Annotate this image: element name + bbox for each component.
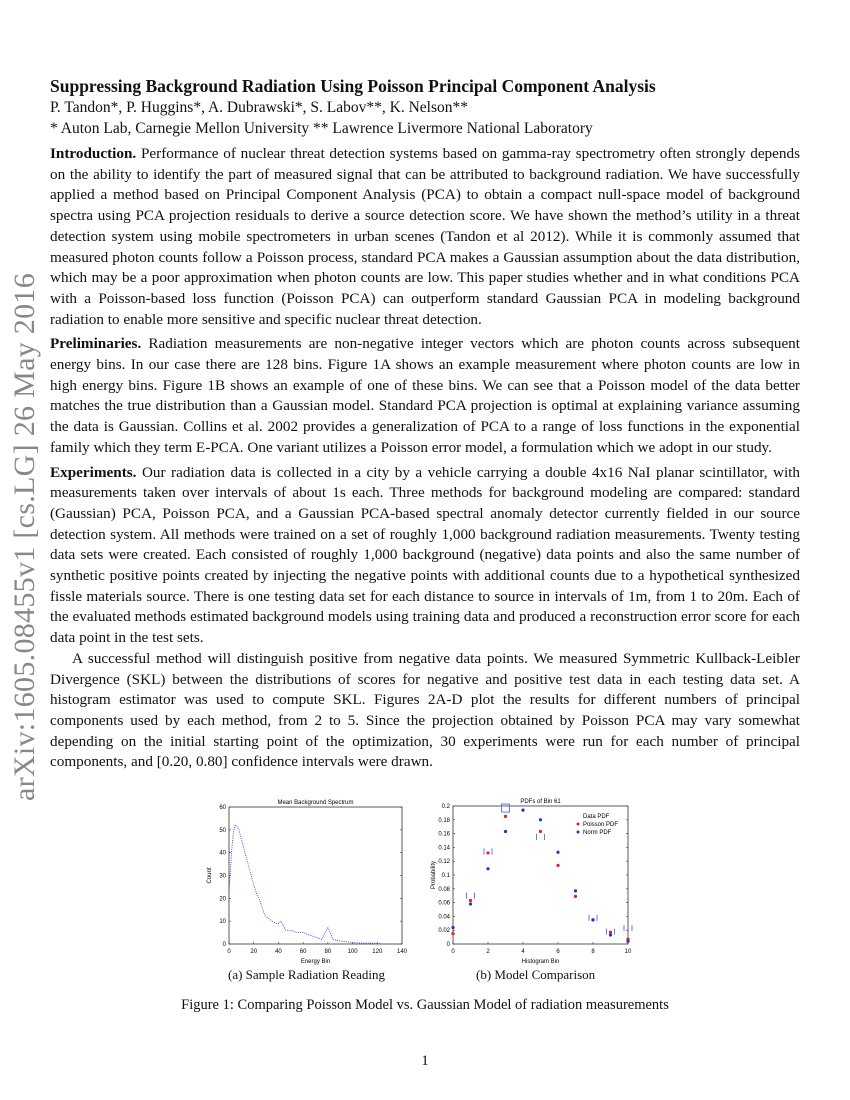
legend-marker xyxy=(577,815,580,818)
norm-pdf-point xyxy=(574,889,577,892)
y-tick-label: 0.06 xyxy=(438,900,450,907)
norm-pdf-point xyxy=(469,902,472,905)
legend-marker xyxy=(577,823,580,826)
x-tick-label: 2 xyxy=(486,949,490,955)
poisson-pdf-point xyxy=(574,895,577,898)
page-number: 1 xyxy=(421,1053,429,1069)
subcaption-b: (b) Model Comparison xyxy=(476,967,596,982)
plot-frame xyxy=(229,807,402,944)
y-tick-label: 0.14 xyxy=(438,845,450,852)
legend-entry: Norm PDF xyxy=(583,830,612,836)
x-tick-label: 60 xyxy=(299,949,307,955)
y-tick-label: 20 xyxy=(219,896,226,903)
poisson-pdf-point xyxy=(609,931,612,934)
y-tick-label: 40 xyxy=(219,850,226,857)
y-tick-label: 0.1 xyxy=(441,873,450,879)
x-tick-label: 100 xyxy=(347,949,358,955)
y-tick-label: 0.02 xyxy=(438,928,450,935)
y-tick-label: 0.18 xyxy=(438,817,450,824)
spectrum-line xyxy=(229,825,382,944)
x-tick-label: 20 xyxy=(250,949,258,955)
y-tick-label: 0 xyxy=(222,942,226,948)
x-tick-label: 120 xyxy=(372,949,383,955)
section-heading: Preliminaries. xyxy=(50,335,142,353)
legend-entry: Poisson PDF xyxy=(583,822,619,828)
poisson-pdf-point xyxy=(539,830,542,833)
section-experiments xyxy=(50,463,800,649)
x-tick-label: 0 xyxy=(451,949,455,955)
norm-pdf-point xyxy=(451,926,454,929)
norm-pdf-point xyxy=(521,809,524,812)
section-text: Radiation measurements are non-negative integer vectors which are photon counts across subsequent energy bins. In our case there are 128 bins. Figure 1A shows an example measurement where photon counts are low in high energy bins. Figure 1B shows an example of one of these bins. We can see that a Poisson model of the data better matches the true distribution than a Gaussian model. Standard PCA projection is optimal at explaining variance assuming the data is Gaussian. Collins et al. 2002 provides a generalization of PCA to a range of loss functions in the exponential family which they term E-PCA. One variant utilizes a Poisson error model, a formulation which we adopt in our study. xyxy=(50,335,800,456)
x-tick-label: 8 xyxy=(591,949,595,955)
y-tick-label: 0 xyxy=(446,942,450,948)
norm-pdf-point xyxy=(609,933,612,936)
chart-title: PDFs of Bin 61 xyxy=(520,799,561,805)
figure-1 xyxy=(0,790,850,970)
data-pdf-marker xyxy=(502,804,510,812)
norm-pdf-point xyxy=(626,940,629,943)
chart-title: Mean Background Spectrum xyxy=(277,800,354,806)
figure-caption: Figure 1: Comparing Poisson Model vs. Gaussian Model of radiation measurements xyxy=(181,997,669,1013)
section-preliminaries xyxy=(50,334,800,458)
legend-marker xyxy=(577,831,580,834)
section-heading: Experiments. xyxy=(50,463,137,481)
x-tick-label: 10 xyxy=(624,949,632,955)
paper-body xyxy=(50,76,800,773)
arxiv-identifier: arXiv:1605.08455v1 [cs.LG] 26 May 2016 xyxy=(8,273,41,801)
y-tick-label: 10 xyxy=(219,919,226,926)
legend-entry: Data PDF xyxy=(583,814,610,820)
section-heading: Introduction. xyxy=(50,145,137,162)
x-axis-label: Histogram Bin xyxy=(521,959,560,965)
poisson-pdf-point xyxy=(469,899,472,902)
y-tick-label: 0.04 xyxy=(438,914,450,921)
x-tick-label: 4 xyxy=(521,949,525,955)
norm-pdf-point xyxy=(556,851,559,854)
x-tick-label: 80 xyxy=(324,949,332,955)
authors: P. Tandon*, P. Huggins*, A. Dubrawski*, S. Labov**, K. Nelson** xyxy=(50,99,469,116)
x-tick-label: 6 xyxy=(556,949,560,955)
x-axis-label: Energy Bin xyxy=(300,959,331,965)
y-tick-label: 0.2 xyxy=(441,804,450,810)
y-tick-label: 60 xyxy=(219,805,226,811)
norm-pdf-point xyxy=(486,867,489,870)
section-text: Our radiation data is collected in a city by a vehicle carrying a double 4x16 NaI planar scintillator, with measurements taken over intervals of about 1s each. Three methods for background modeling are compared: standard (Gaussian) PCA, Poisson PCA, and a Gaussian PCA-based spectral anomaly detector currently fielded in our source detection system. All methods were trained on a set of roughly 1,000 background radiation measurements. Twenty testing data sets were created. Each consisted of roughly 1,000 background (negative) data points and also the same number of synthetic positive points created by injecting the negative points with additional counts due to a hypothetical synthesized fissle materials source. There is one testing data set for each distance to source in intervals of 1m, from 1 to 20m. Each of the evaluated methods estimated background models using training data and produced a reconstruction error score for each data point in the test sets. xyxy=(50,463,800,647)
poisson-pdf-point xyxy=(556,864,559,867)
paper-title: Suppressing Background Radiation Using Poisson Principal Component Analysis xyxy=(50,76,656,96)
norm-pdf-point xyxy=(591,918,594,921)
norm-pdf-point xyxy=(504,830,507,833)
affiliations: * Auton Lab, Carnegie Mellon University ** Lawrence Livermore National Laboratory xyxy=(50,120,593,137)
section-text: A successful method will distinguish positive from negative data points. We measured Symmetric Kullback-Leibler Divergence (SKL) between the distributions of scores for negative and positive test data in each testing data set. A histogram estimator was used to compute SKL. Figures 2A-D plot the results for different numbers of principal components used by each method, from 2 to 5. Since the projection obtained by Poisson PCA may vary somewhat depending on the initial starting point of the optimization, 30 experiments were run for each number of principal components, and [0.20, 0.80] confidence intervals were drawn. xyxy=(50,649,800,771)
poisson-pdf-point xyxy=(486,851,489,854)
poisson-pdf-point xyxy=(504,815,507,818)
y-tick-label: 0.08 xyxy=(438,886,450,893)
y-tick-label: 30 xyxy=(219,873,226,880)
y-tick-label: 0.12 xyxy=(438,859,450,866)
section-introduction xyxy=(50,144,800,330)
y-tick-label: 0.16 xyxy=(438,831,450,838)
y-tick-label: 50 xyxy=(219,827,226,834)
poisson-pdf-point xyxy=(451,932,454,935)
y-axis-label: Count xyxy=(207,867,213,884)
x-tick-label: 140 xyxy=(396,949,408,955)
section-text: Performance of nuclear threat detection systems based on gamma-ray spectrometry often strongly depends on the ability to identify the part of measured signal that can be attributed to background radiation. We have successfully applied a method based on Principal Component Analysis (PCA) to obtain a compact null-space model of background spectra using PCA projection residuals to derive a source detection score. We have shown the method’s utility in a threat detection system using mobile spectrometers in urban scenes (Tandon et al 2012). While it is commonly assumed that measured photon counts follow a Poisson process, standard PCA makes a Gaussian assumption about the data distribution, which may be a poor approximation when photon counts are low. This paper studies whether and in what conditions PCA with a Poisson-based loss function (Poisson PCA) can outperform standard Gaussian PCA in modeling background radiation to enable more sensitive and specific nuclear threat detection. xyxy=(50,145,800,328)
y-axis-label: Probability xyxy=(431,860,437,890)
norm-pdf-point xyxy=(539,818,542,821)
subcaption-a: (a) Sample Radiation Reading xyxy=(228,967,386,982)
x-tick-label: 0 xyxy=(227,949,231,955)
x-tick-label: 40 xyxy=(275,949,282,955)
section-experiments-continued xyxy=(50,649,800,773)
